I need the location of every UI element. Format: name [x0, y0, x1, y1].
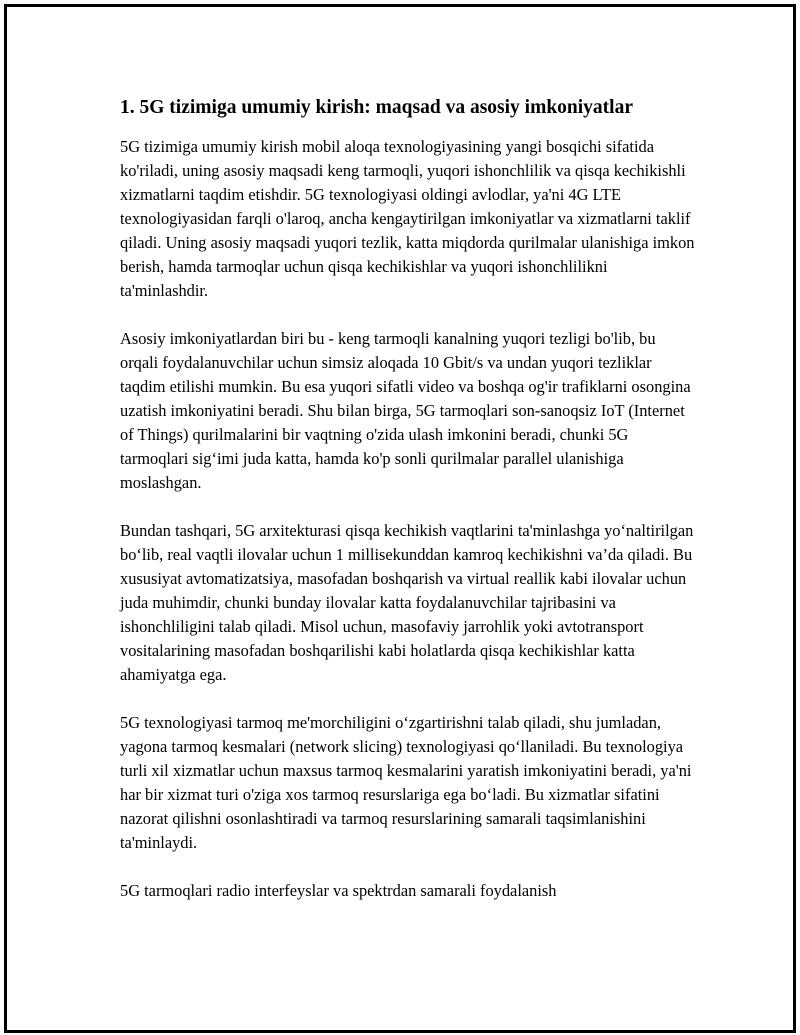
paragraph-5: 5G tarmoqlari radio interfeyslar va spektrdan samarali foydalanish — [120, 881, 557, 900]
paragraph-4: 5G texnologiyasi tarmoq me'morchiligini o‘zgartirishni talab qiladi, shu jumladan, yagona tarmoq kesmalari (network slicing) texnologiyasi qo‘llaniladi. Bu texnologiya turli xil xizmatlar uchun maxsus tarmoq kesmalarini yaratish imkoniyatini beradi, ya'ni har bir xizmat turi o'ziga xos tarmoq resurslariga ega bo‘ladi. Bu xizmatlar sifatini nazorat qilishni osonlashtiradi va tarmoq resurslarining samarali taqsimlanishini ta'minlaydi. — [120, 713, 692, 852]
paragraph-1: 5G tizimiga umumiy kirish mobil aloqa texnologiyasining yangi bosqichi sifatida ko'riladi, uning asosiy maqsadi keng tarmoqli, yuqori ishonchlilik va qisqa kechikishli xizmatlarni taqdim etishdir. 5G texnologiyasi oldingi avlodlar, ya'ni 4G LTE texnologiyasidan farqli o'laroq, ancha kengaytirilgan imkoniyatlar va xizmatlarni taklif qiladi. Uning asosiy maqsadi yuqori tezlik, katta miqdorda qurilmalar ulanishiga imkon berish, hamda tarmoqlar uchun qisqa kechikishlar va yuqori ishonchlilikni ta'minlashdir. — [120, 137, 695, 300]
document-body — [120, 95, 695, 927]
paragraph-2: Asosiy imkoniyatlardan biri bu - keng tarmoqli kanalning yuqori tezligi bo'lib, bu orqali foydalanuvchilar uchun simsiz aloqada 10 Gbit/s va undan yuqori tezliklar taqdim etilishi mumkin. Bu esa yuqori sifatli video va boshqa og'ir trafiklarni osongina uzatish imkoniyatini beradi. Shu bilan birga, 5G tarmoqlari son-sanoqsiz IoT (Internet of Things) qurilmalarini bir vaqtning o'zida ulash imkonini beradi, chunki 5G tarmoqlari sig‘imi juda katta, hamda ko'p sonli qurilmalar parallel ulanishiga moslashgan. — [120, 329, 691, 492]
paragraph-3: Bundan tashqari, 5G arxitekturasi qisqa kechikish vaqtlarini ta'minlashga yo‘naltirilgan bo‘lib, real vaqtli ilovalar uchun 1 millisekunddan kamroq kechikishni va’da qiladi. Bu xususiyat avtomatizatsiya, masofadan boshqarish va virtual reallik kabi ilovalar uchun juda muhimdir, chunki bunday ilovalar katta foydalanuvchilar tajribasini va ishonchliligini talab qiladi. Misol uchun, masofaviy jarrohlik yoki avtotransport vositalarining masofadan boshqarilishi kabi holatlarda qisqa kechikishlar katta ahamiyatga ega. — [120, 521, 694, 684]
document-page — [4, 4, 796, 1033]
section-heading: 1. 5G tizimiga umumiy kirish: maqsad va asosiy imkoniyatlar — [120, 97, 633, 118]
